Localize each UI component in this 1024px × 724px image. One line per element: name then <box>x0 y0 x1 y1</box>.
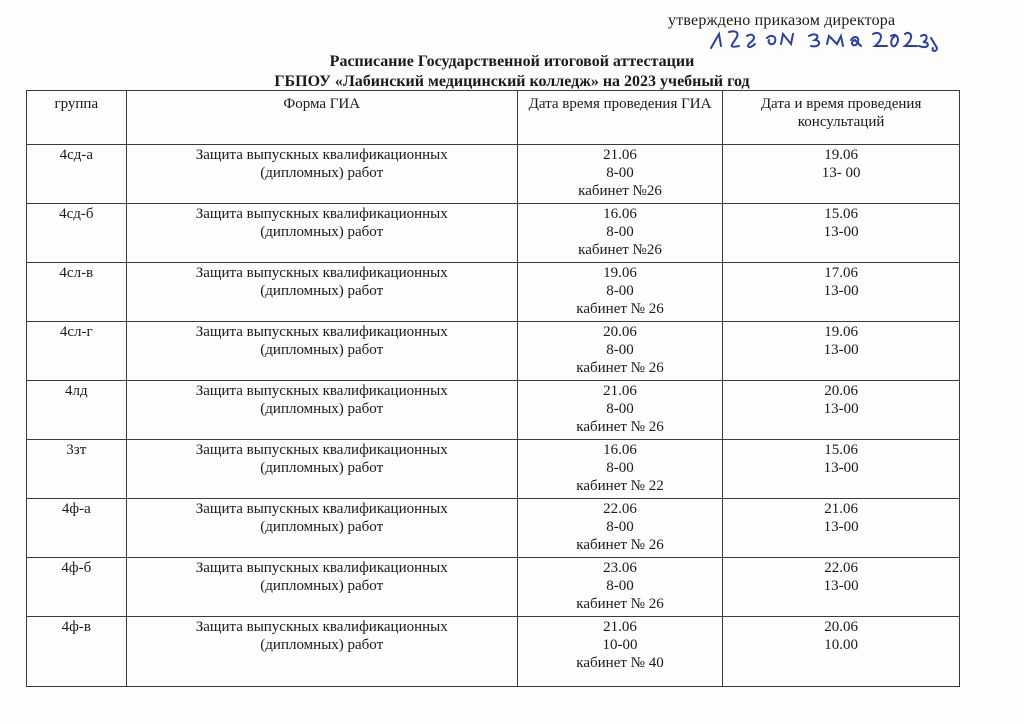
cell-gia-datetime: 21.06 8-00 кабинет № 26 <box>517 381 722 440</box>
cell-gia-datetime: 23.06 8-00 кабинет № 26 <box>517 558 722 617</box>
table-row <box>27 204 960 263</box>
cell-group: 3зт <box>27 440 127 499</box>
cell-form: Защита выпускных квалификационных (дипломных) работ <box>126 204 517 263</box>
header-consultation-datetime: Дата и время проведения консультаций <box>723 91 960 145</box>
cell-group: 4сд-а <box>27 145 127 204</box>
handwritten-order-number <box>705 24 945 54</box>
table-row <box>27 145 960 204</box>
cell-form: Защита выпускных квалификационных (дипломных) работ <box>126 617 517 687</box>
cell-form: Защита выпускных квалификационных (дипломных) работ <box>126 263 517 322</box>
cell-gia-datetime: 16.06 8-00 кабинет №26 <box>517 204 722 263</box>
cell-consultation: 17.06 13-00 <box>723 263 960 322</box>
cell-group: 4сл-в <box>27 263 127 322</box>
header-form: Форма ГИА <box>126 91 517 145</box>
cell-group: 4лд <box>27 381 127 440</box>
cell-form: Защита выпускных квалификационных (дипломных) работ <box>126 558 517 617</box>
cell-form: Защита выпускных квалификационных (дипломных) работ <box>126 499 517 558</box>
table-row <box>27 440 960 499</box>
cell-consultation: 19.06 13-00 <box>723 322 960 381</box>
cell-group: 4сд-б <box>27 204 127 263</box>
cell-consultation: 22.06 13-00 <box>723 558 960 617</box>
header-gia-datetime: Дата время проведения ГИА <box>517 91 722 145</box>
cell-gia-datetime: 16.06 8-00 кабинет № 22 <box>517 440 722 499</box>
cell-consultation: 20.06 10.00 <box>723 617 960 687</box>
table-row <box>27 381 960 440</box>
cell-form: Защита выпускных квалификационных (дипломных) работ <box>126 145 517 204</box>
table-row <box>27 617 960 687</box>
cell-group: 4ф-в <box>27 617 127 687</box>
schedule-table <box>26 90 960 687</box>
cell-consultation: 21.06 13-00 <box>723 499 960 558</box>
cell-gia-datetime: 20.06 8-00 кабинет № 26 <box>517 322 722 381</box>
cell-form: Защита выпускных квалификационных (дипломных) работ <box>126 440 517 499</box>
table-row <box>27 263 960 322</box>
table-row <box>27 558 960 617</box>
cell-gia-datetime: 21.06 10-00 кабинет № 40 <box>517 617 722 687</box>
cell-consultation: 15.06 13-00 <box>723 440 960 499</box>
approval-note: утверждено приказом директора <box>668 12 896 29</box>
cell-group: 4ф-а <box>27 499 127 558</box>
cell-group: 4сл-г <box>27 322 127 381</box>
table-header-row <box>27 91 960 145</box>
document-title: Расписание Государственной итоговой аттестации <box>329 53 695 70</box>
cell-gia-datetime: 21.06 8-00 кабинет №26 <box>517 145 722 204</box>
cell-gia-datetime: 22.06 8-00 кабинет № 26 <box>517 499 722 558</box>
cell-group: 4ф-б <box>27 558 127 617</box>
cell-consultation: 19.06 13- 00 <box>723 145 960 204</box>
header-group: группа <box>27 91 127 145</box>
cell-gia-datetime: 19.06 8-00 кабинет № 26 <box>517 263 722 322</box>
cell-consultation: 15.06 13-00 <box>723 204 960 263</box>
cell-consultation: 20.06 13-00 <box>723 381 960 440</box>
cell-form: Защита выпускных квалификационных (дипломных) работ <box>126 381 517 440</box>
table-row <box>27 322 960 381</box>
document-subtitle: ГБПОУ «Лабинский медицинский колледж» на 2023 учебный год <box>274 73 750 90</box>
table-row <box>27 499 960 558</box>
cell-form: Защита выпускных квалификационных (дипломных) работ <box>126 322 517 381</box>
